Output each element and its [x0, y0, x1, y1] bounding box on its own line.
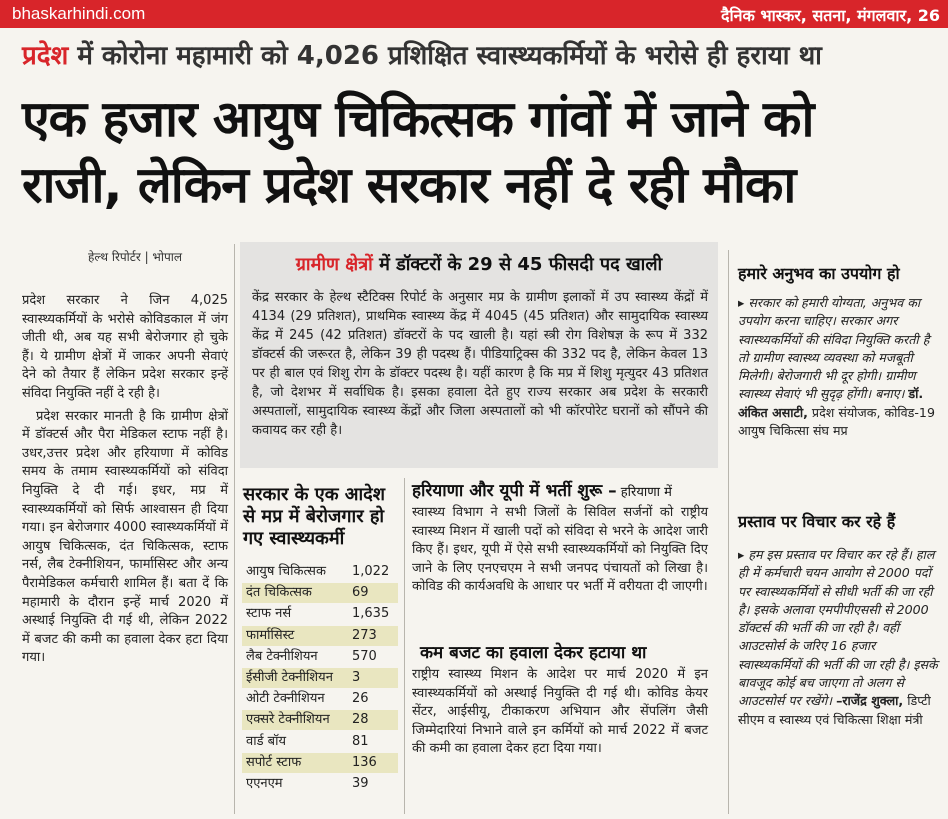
right-quote-1: [738, 294, 940, 440]
haryana-heading-text: हरियाणा और यूपी में भर्ती शुरू –: [412, 481, 617, 501]
box-title-tag: ग्रामीण क्षेत्रों: [295, 254, 373, 275]
right-heading-1: हमारे अनुभव का उपयोग हो: [738, 264, 900, 283]
table-row: [242, 710, 398, 730]
rural-vacancy-box: [240, 242, 718, 468]
table-row-count: 570: [352, 648, 377, 664]
table-row: [242, 668, 398, 688]
table-row-count: 136: [352, 754, 377, 770]
table-row-name: ओटी टेक्नीशियन: [246, 691, 325, 707]
table-row: [242, 647, 398, 667]
right-quote-2-text: ▸ हम इस प्रस्ताव पर विचार कर रहे हैं। हाल ही में कर्मचारी चयन आयोग से 2000 पदों पर स्वास्थ्यकर्मियों से सीधी भर्ती की जा रही है। इसके अलावा एमपीपीएससी से 2000 डॉक्टर्स की भर्ती की जा रही है। वहीं आउटसोर्स के जरिए 16 हजार स्वास्थ्यकर्मियों की भर्ती की जा रही है। इसके बावजूद कोई बच जाएगा तो अलग से आउटसोर्स पर रखेंगे।: [738, 547, 938, 709]
table-row-name: लैब टेक्नीशियन: [246, 648, 318, 664]
budget-body: राष्ट्रीय स्वास्थ्य मिशन के आदेश पर मार्च 2020 में इन स्वास्थ्यकर्मियों को अस्थाई नियुक्ति दी गई थी। कोविड केयर सेंटर, आईसीयू, टीकाकरण अभियान और सेंपलिंग जैसी जिम्मेदारियां निभाने वाले इन कर्मियों को मार्च 2022 में बजट की कमी का हवाला देकर हटा दिया गया।: [412, 667, 708, 757]
kicker-text: में कोरोना महामारी को 4,026 प्रशिक्षित स्वास्थ्यकर्मियों के भरोसे ही हराया था: [68, 41, 822, 71]
column-divider-right: [728, 250, 729, 814]
table-row: [242, 732, 398, 752]
table-row: [242, 689, 398, 709]
headline-line-2: राजी, लेकिन प्रदेश सरकार नहीं दे रही मौका: [22, 156, 796, 214]
table-row-count: 26: [352, 691, 369, 707]
table-row-count: 1,635: [352, 606, 390, 622]
table-row-name: दंत चिकित्सक: [246, 585, 312, 601]
box-body: केंद्र सरकार के हेल्थ स्टैटिक्स रिपोर्ट के अनुसार मप्र के ग्रामीण इलाकों में उप स्वास्थ्य केंद्रों में 4134 (29 प्रतिशत), प्राथमिक स्वास्थ्य केंद्र में 4045 (45 प्रतिशत) और सामुदायिक स्वास्थ्य केंद्र में 245 (42 प्रतिशत) डॉक्टरों के पद खाली है। यहां स्त्री रोग विशेषज्ञ के रूप में 332 डॉक्टर्स की जरूरत है, लेकिन 39 ही पदस्थ हैं। पीडियाट्रिक्स की 332 पद है, लेकिन केवल 13 पर ही बाल एवं शिशु रोग के डॉक्टर पदस्थ है। यहीं कारण है कि मप्र में शिशु मृत्युदर 43 प्रतिशत है, जो देशभर में सर्वाधिक है। इसका हवाला देते हुए राज्य सरकार अब प्रदेश के सरकारी अस्पतालों, सामुदायिक स्वास्थ्य केंद्रों और जिला अस्पतालों को भी कॉरपोरेट घरानों को सौंपने की कवायद कर रही है।: [252, 290, 708, 438]
table-row-count: 81: [352, 733, 369, 749]
table-row-name: एएनएम: [246, 776, 283, 791]
box-title: [240, 252, 718, 276]
haryana-body: स्वास्थ्य विभाग ने सभी जिलों के सिविल सर्जनों को राष्ट्रीय स्वास्थ्य मिशन में खाली पदों को संविदा से भरने के आदेश जारी किए हैं। इधर, यूपी में ऐसे सभी स्वास्थ्यकर्मियों को नियुक्ति दिए जाने के लिए एनएचएम ने सभी जनपद पंचायतों को लिखा है। कोविड की कार्यअवधि के आधार पर भर्ती में वरीयता दी जाएगी।: [412, 505, 708, 595]
table-row-name: स्टाफ नर्स: [246, 606, 292, 622]
table-row-count: 69: [352, 585, 369, 601]
budget-heading: कम बजट का हवाला देकर हटाया था: [420, 643, 647, 663]
right-quote-1-title: प्रदेश संयोजक, कोविड-19 आयुष चिकित्सा संघ मप्र: [738, 404, 935, 439]
right-quote-2-name: –राजेंद्र शुक्ला,: [836, 693, 904, 709]
table-row: [242, 774, 398, 794]
column-divider-left: [234, 244, 235, 814]
haryana-heading: [412, 478, 708, 501]
right-quote-2: [738, 546, 940, 729]
box-title-rest: में डॉक्टरों के 29 से 45 फीसदी पद खाली: [372, 254, 663, 275]
left-article-column: [22, 292, 228, 672]
paper-dateline: दैनिक भास्कर, सतना, मंगलवार, 26: [720, 6, 940, 25]
table-row: [242, 562, 398, 582]
haryana-lead: हरियाणा में: [616, 485, 672, 500]
table-row: [242, 626, 398, 646]
byline: हेल्थ रिपोर्टर | भोपाल: [88, 250, 183, 264]
table-row-count: 273: [352, 627, 377, 643]
table-row-count: 39: [352, 776, 369, 791]
headline-line-1: एक हजार आयुष चिकित्सक गांवों में जाने को: [22, 90, 814, 148]
left-paragraph-1: प्रदेश सरकार ने जिन 4,025 स्वास्थ्यकर्मियों के भरोसे कोविडकाल में जंग जीती थी, अब यह सभी बेरोजगार हो चुके हैं। ये ग्रामीण क्षेत्रों में जाकर अपनी सेवाएं देने को तैयार हैं लेकिन प्रदेश सरकार इन्हें संविदा नियुक्ति नहीं दे रही है।: [22, 293, 228, 401]
right-quote-2-title: डिप्टी सीएम व स्वास्थ्य एवं चिकित्सा शिक्षा मंत्री: [738, 693, 931, 727]
headline: [22, 86, 942, 218]
table-row-name: एक्सरे टेक्नीशियन: [246, 712, 330, 728]
table-row-count: 28: [352, 712, 369, 728]
right-heading-2: प्रस्ताव पर विचार कर रहे हैं: [738, 512, 896, 531]
table-row-count: 1,022: [352, 564, 390, 579]
table-row: [242, 753, 398, 773]
left-paragraph-2: प्रदेश सरकार मानती है कि ग्रामीण क्षेत्रों में डॉक्टर्स और पैरा मेडिकल स्टाफ नहीं है। उधर,उत्तर प्रदेश और हरियाणा में कोविड समय के तमाम स्वास्थ्यकर्मियों को संविदा नियुक्ति दे दी गई। इधर, मप्र में स्वास्थ्यकर्मियों को सिर्फ आश्वासन ही दिया गया। इन बेरोजगार 4000 स्वास्थ्यकर्मियों में आयुष चिकित्सक, दंत चिकित्सक, स्टाफ नर्स, लैब टेक्नीशियन, फार्मासिस्ट और अन्य पैरामेडिकल कर्मचारी शामिल हैं। बता दें कि महामारी के दौरान इन्हें मार्च 2020 में अस्थाई नियुक्ति दी गई थी, लेकिन 2022 में बजट की कमी का हवाला देकर हटा दिया गया।: [22, 408, 228, 666]
table-row-name: ईसीजी टेक्नीशियन: [246, 670, 333, 685]
table-row-name: वार्ड बॉय: [246, 733, 287, 749]
table-row-name: सपोर्ट स्टाफ: [246, 754, 302, 770]
kicker-tag: प्रदेश: [22, 41, 69, 71]
table-row: [242, 583, 398, 603]
table-row: [242, 604, 398, 624]
right-quote-1-name: डॉ. अंकित असाटी,: [738, 386, 924, 420]
table-row-count: 3: [352, 670, 361, 685]
table-heading: सरकार के एक आदेश से मप्र में बेरोजगार हो गए स्वास्थ्यकर्मी: [243, 484, 385, 549]
column-divider-middle: [404, 478, 405, 814]
table-row-name: फार्मासिस्ट: [246, 627, 295, 643]
table-row-name: आयुष चिकित्सक: [246, 564, 326, 579]
right-quote-1-text: ▸ सरकार को हमारी योग्यता, अनुभव का उपयोग करना चाहिए। सरकार अगर स्वास्थ्यकर्मियों की संविदा नियुक्ति करती है तो ग्रामीण स्वास्थ्य व्यवस्था को मजबूती मिलेगी। बेरोजगारी भी दूर होगी। ग्रामीण स्वास्थ्य सेवाएं भी सुदृढ़ होंगी। बनाए।: [738, 295, 930, 402]
kicker-line: [22, 36, 942, 72]
site-name: bhaskarhindi.com: [12, 4, 146, 23]
masthead-bar: [0, 0, 948, 28]
